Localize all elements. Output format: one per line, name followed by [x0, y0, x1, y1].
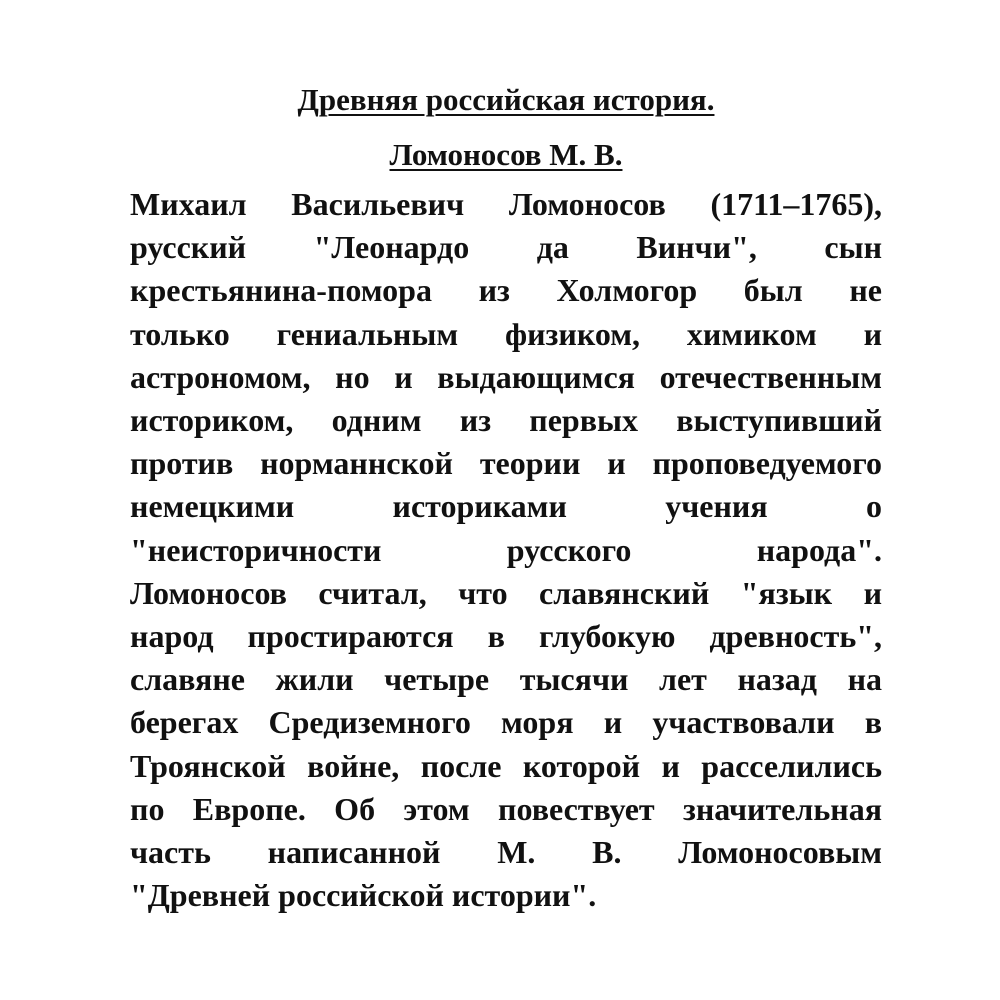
paragraph-line: немецкими историками учения о — [130, 488, 882, 525]
paragraph-line: против норманнской теории и проповедуемого — [130, 445, 882, 482]
document-title: Древняя российская история. — [297, 82, 715, 117]
document-author: Ломоносов М. В. — [389, 137, 623, 172]
paragraph-line: по Европе. Об этом повествует значительная — [130, 790, 882, 827]
paragraph-line: историком, одним из первых выступивший — [130, 402, 882, 439]
paragraph-line-last: "Древней российской истории". — [130, 877, 597, 914]
paragraph-line: Михаил Васильевич Ломоносов (1711–1765), — [130, 186, 882, 222]
paragraph-line: "неисторичности русского народа". — [130, 531, 882, 568]
paragraph-line: народ простираются в глубокую древность", — [130, 618, 882, 655]
paragraph-line: русский "Леонардо да Винчи", сын — [130, 229, 882, 266]
document-page — [130, 75, 882, 917]
paragraph-line: Троянской войне, после которой и расселились — [130, 747, 882, 784]
body-paragraph — [130, 183, 882, 917]
paragraph-line: часть написанной М. В. Ломоносовым — [130, 834, 882, 871]
paragraph-line: только гениальным физиком, химиком и — [130, 315, 882, 352]
paragraph-line: астрономом, но и выдающимся отечественным — [130, 358, 882, 395]
paragraph-line: крестьянина-помора из Холмогор был не — [130, 272, 882, 309]
paragraph-line: Ломоносов считал, что славянский "язык и — [130, 574, 882, 611]
paragraph-line: славяне жили четыре тысячи лет назад на — [130, 661, 882, 698]
paragraph-line: берегах Средиземного моря и участвовали в — [130, 704, 882, 741]
